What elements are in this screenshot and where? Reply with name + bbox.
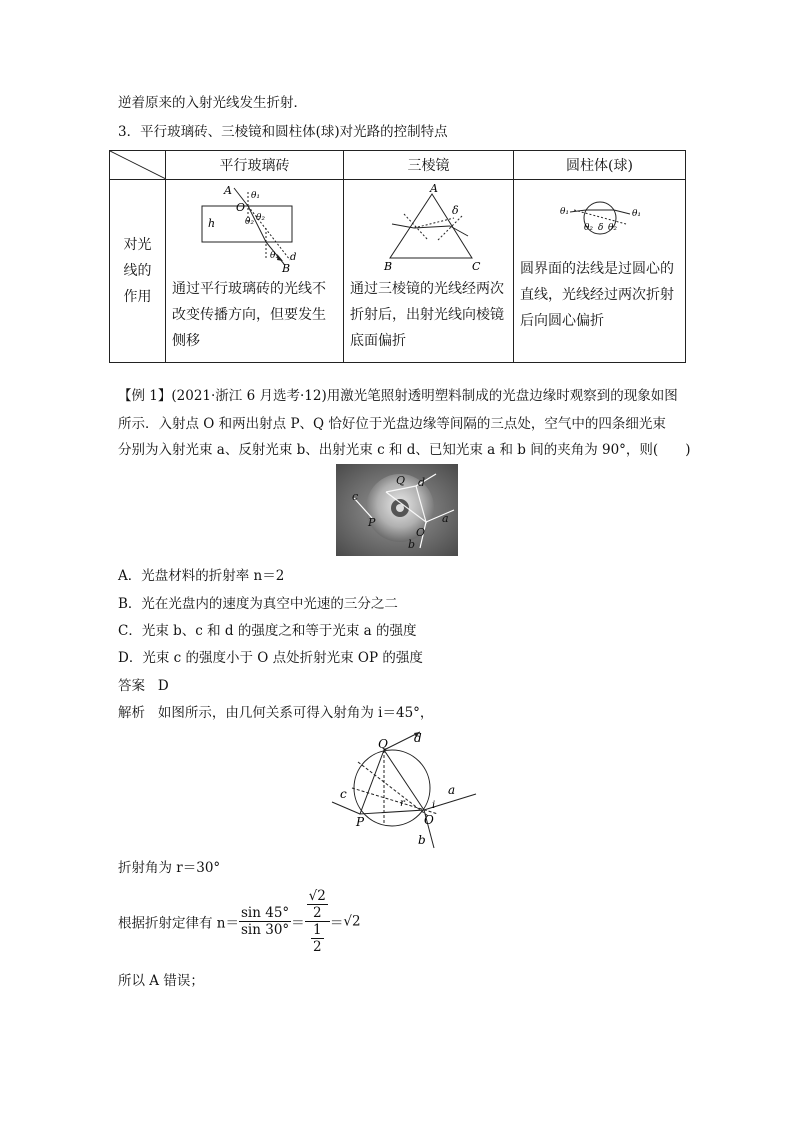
- sin-fraction: [239, 905, 291, 938]
- sin45: sin 45°: [241, 905, 290, 921]
- photo-label-c: c: [352, 490, 359, 503]
- cylinder-diagram: [514, 180, 686, 252]
- row-header-line: 作用: [123, 289, 152, 305]
- glass-slab-diagram: [166, 180, 344, 272]
- answer-label: 答案: [118, 678, 145, 694]
- row-header-line: 线的: [123, 263, 152, 279]
- row-header: [110, 180, 166, 363]
- intro-line: 逆着原来的入射光线发生折射．: [118, 95, 307, 111]
- cell-prism: [344, 180, 514, 363]
- example-line-3: 分别为入射光束 a、反射光束 b、出射光束 c 和 d、已知光束 a 和 b 间的夹角为 90°，则( ): [118, 442, 691, 458]
- fig-label-c: c: [340, 787, 347, 801]
- compound-numerator: [305, 888, 330, 922]
- label-theta1b: θ₁: [270, 251, 280, 261]
- sqrt2-num: √2: [308, 888, 326, 904]
- label-theta1: θ₁: [251, 191, 261, 201]
- optics-table: [109, 150, 686, 363]
- label-h: h: [208, 217, 216, 230]
- label-cyl-t2: θ₂: [584, 223, 594, 233]
- snell-law-line: [118, 888, 361, 955]
- example-text-1: (2021·浙江 6 月选考·12)用激光笔照射透明塑料制成的光盘边缘时观察到的现象如图: [171, 388, 678, 404]
- label-prism-C: C: [472, 260, 481, 272]
- answer-line: [118, 676, 169, 696]
- cell-prism-text: 通过三棱镜的光线经两次折射后，出射光线向棱镜底面偏折: [350, 281, 504, 349]
- fig-label-P: P: [356, 815, 365, 829]
- disc-photo-drawing: [336, 464, 458, 556]
- option-a: A．光盘材料的折射率 n＝2: [118, 568, 285, 584]
- half-sqrt2: [307, 888, 328, 921]
- cell-glass-slab: [166, 180, 344, 363]
- photo-label-P: P: [368, 516, 376, 529]
- section-title: 3．平行玻璃砖、三棱镜和圆柱体(球)对光路的控制特点: [118, 124, 448, 140]
- diagonal-line: [110, 151, 166, 179]
- analysis-line: [118, 703, 433, 723]
- analysis-text: 如图所示，由几何关系可得入射角为 i＝45°，: [157, 705, 434, 721]
- one-num: 1: [312, 922, 322, 938]
- row-header-line: 对光: [123, 237, 152, 253]
- photo-label-a: a: [442, 512, 449, 525]
- cylinder-figure: [514, 180, 685, 252]
- label-B: B: [282, 262, 291, 272]
- label-theta2: θ₂: [245, 217, 255, 227]
- option-d: D．光束 c 的强度小于 O 点处折射光束 OP 的强度: [118, 650, 423, 666]
- conclusion-line: 所以 A 错误；: [118, 973, 204, 989]
- compound-fraction: [305, 888, 330, 955]
- fig-label-O: O: [424, 813, 434, 827]
- refraction-angle-line: 折射角为 r＝30°: [118, 860, 221, 876]
- equals-sign-2: ＝: [329, 915, 344, 932]
- example-tag: 【例 1】: [118, 388, 172, 404]
- law-prefix: 根据折射定律有 n＝: [118, 915, 239, 932]
- result-value: √2: [343, 913, 361, 930]
- label-A: A: [224, 184, 232, 197]
- analysis-diagram: [328, 724, 486, 854]
- label-cyl-delta: δ: [598, 223, 604, 233]
- label-cyl-t1b: θ₁: [632, 209, 642, 219]
- label-prism-A: A: [430, 182, 438, 195]
- cell-glass-slab-text: 通过平行玻璃砖的光线不改变传播方向，但要发生侧移: [172, 281, 326, 349]
- fig-label-Q: Q: [378, 737, 388, 751]
- example-line-2: 所示．入射点 O 和两出射点 P、Q 恰好位于光盘边缘等间隔的三点处，空气中的四条细光束: [118, 416, 666, 432]
- equals-sign: ＝: [291, 915, 305, 932]
- header-glass-slab: 平行玻璃砖: [166, 151, 344, 180]
- label-theta2b: θ₂: [256, 213, 266, 223]
- header-cylinder: 圆柱体(球): [514, 151, 686, 180]
- sin30: sin 30°: [241, 922, 290, 938]
- photo-label-d: d: [418, 476, 426, 489]
- fig-label-i: i: [432, 800, 436, 811]
- label-cyl-t2b: θ₂: [608, 223, 618, 233]
- prism-diagram: [344, 180, 514, 272]
- photo-label-b: b: [408, 538, 416, 551]
- label-prism-B: B: [384, 260, 393, 272]
- analysis-label: 解析: [118, 705, 145, 721]
- cell-cylinder: [514, 180, 686, 363]
- fig-label-r: r: [400, 798, 405, 809]
- header-prism: 三棱镜: [344, 151, 514, 180]
- answer-value: D: [157, 678, 169, 694]
- label-cyl-t1: θ₁: [560, 207, 570, 217]
- option-b: B．光在光盘内的速度为真空中光速的三分之二: [118, 596, 398, 612]
- cell-cylinder-text: 圆界面的法线是过圆心的直线，光线经过两次折射后向圆心偏折: [520, 261, 674, 329]
- example-line-1: [118, 386, 678, 406]
- two-den-b: 2: [312, 939, 322, 955]
- label-O: O: [236, 201, 246, 214]
- photo-label-O: O: [416, 526, 426, 539]
- one-half: [311, 922, 324, 955]
- fig-label-d: d: [414, 731, 422, 745]
- analysis-figure: [328, 724, 486, 854]
- photo-label-Q: Q: [396, 474, 406, 487]
- label-d: d: [290, 252, 297, 263]
- label-delta: δ: [452, 204, 459, 217]
- fig-label-a: a: [448, 783, 456, 797]
- two-den: 2: [312, 905, 322, 921]
- disc-photo: [336, 464, 458, 556]
- fig-label-b: b: [418, 833, 426, 847]
- prism-figure: [344, 180, 513, 272]
- compound-denominator: [305, 922, 330, 955]
- option-c: C．光束 b、c 和 d 的强度之和等于光束 a 的强度: [118, 623, 417, 639]
- table-corner: [110, 151, 166, 180]
- glass-slab-figure: [166, 180, 343, 272]
